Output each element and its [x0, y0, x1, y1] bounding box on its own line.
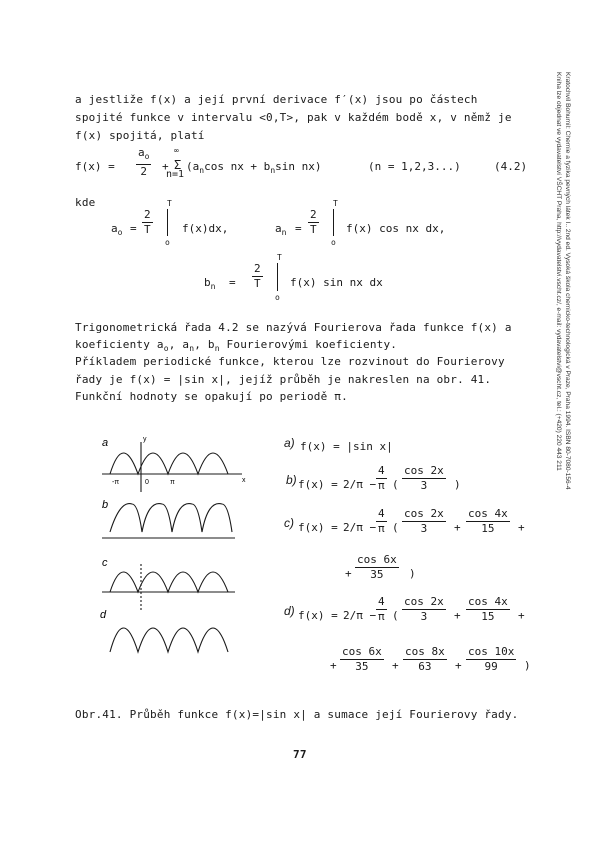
p2-an-subscript: n [189, 344, 195, 354]
an-label-subscript: n [281, 228, 287, 238]
sum-d-term2-num: cos 4x [468, 595, 508, 608]
sum-c-open: ( [392, 521, 399, 534]
sum-upper-limit: ∞ [174, 146, 179, 155]
an-label [275, 222, 286, 237]
plot-a-curve [110, 453, 228, 474]
p2-fourier-coef-text: Fourierovými koeficienty. [219, 338, 398, 351]
sum-c-plus3: + [345, 567, 352, 580]
sum-d-fx: f(x) = [298, 609, 338, 622]
n-range: (n = 1,2,3...) [368, 160, 461, 173]
sum-c-close: ) [409, 567, 416, 580]
plot-c-curve [110, 572, 228, 592]
sum-d-term1-num: cos 2x [404, 595, 444, 608]
page-number: 77 [293, 748, 307, 761]
sum-b-two-over-pi: 2/π − [343, 478, 377, 491]
equation-number: (4.2) [494, 160, 528, 173]
sum-b-term1-num: cos 2x [404, 464, 444, 477]
kde-word: kde [75, 196, 96, 209]
a0-letter: a [111, 222, 118, 235]
tick-minus-pi: -π [112, 479, 120, 486]
sum-d-term2-den: 15 [481, 610, 495, 623]
sum-d-pi: π [378, 610, 385, 623]
sum-d-four-over-pi [376, 595, 387, 624]
sum-d-term4-den: 63 [418, 660, 432, 673]
sum-c-pi: π [378, 522, 385, 535]
sum-lower-limit: n=1 [166, 169, 185, 180]
order-info-line: Kniha lze objednat ve vydavatelství VŠCHT Praha, http://vydavatelstvi.vscht.cz/, e-mail: vydavatelstvi@vscht.cz, tel.: (+420) 220 443 211 [555, 72, 562, 471]
sum-a-equation: f(x) = |sin x| [300, 440, 393, 453]
sum-b-term1 [402, 464, 446, 493]
sum-d-term2 [466, 595, 510, 624]
bn-label-subscript: n [210, 282, 216, 292]
plot-label-a: a [102, 437, 109, 449]
sum-c-four: 4 [378, 507, 385, 520]
p2-coef-text: koeficienty a [75, 338, 164, 351]
sum-c-plus1: + [454, 521, 461, 534]
an-letter: a [275, 222, 282, 235]
p2-a0-subscript: o [163, 344, 169, 354]
sum-d-term4 [403, 645, 447, 674]
tick-pi: π [170, 479, 175, 486]
a0-symbol: a [138, 146, 145, 159]
plot-b-curve [110, 504, 232, 532]
an-T: T [310, 223, 317, 236]
sum-b-fx: f(x) = [298, 478, 338, 491]
paragraph2-line2 [75, 338, 397, 353]
bn-equals: = [229, 276, 236, 289]
sum-c-two-over-pi: 2/π − [343, 521, 377, 534]
a0-integrand: f(x)dx, [182, 222, 229, 235]
sum-d-term3-num: cos 6x [342, 645, 382, 658]
sum-body-mid: cos nx + b [204, 160, 271, 173]
plot-label-b: b [102, 499, 109, 511]
sum-d-term3-den: 35 [355, 660, 369, 673]
sum-b-close: ) [454, 478, 461, 491]
an-equals: = [295, 222, 302, 235]
sum-c-term1-den: 3 [420, 522, 428, 535]
a0-label-subscript: o [117, 228, 123, 238]
a0-label [111, 222, 122, 237]
sum-d-term5-num: cos 10x [468, 645, 515, 658]
an-integral-sign [333, 209, 334, 236]
sum-d-four: 4 [378, 595, 385, 608]
sum-b-pi: π [378, 479, 385, 492]
a0-two: 2 [144, 208, 151, 221]
sum-c-term2-den: 15 [481, 522, 495, 535]
eq-plus: + [162, 160, 169, 173]
paragraph2-line3: Příkladem periodické funkce, kterou lze rozvinout do Fourierovy [75, 355, 505, 368]
bn-two-over-T [252, 262, 263, 291]
sum-c-four-over-pi [376, 507, 387, 536]
sum-c-term3-den: 35 [370, 568, 384, 581]
bn-subscript: n [270, 166, 276, 176]
a0-equals: = [130, 222, 137, 235]
side-citation [554, 72, 572, 632]
sum-c-term3-num: cos 6x [357, 553, 397, 566]
sum-d-term5-den: 99 [484, 660, 498, 673]
paragraph2-line5: Funkční hodnoty se opakují po periodě π. [75, 390, 348, 403]
a0-T: T [144, 223, 151, 236]
paragraph2-line1: Trigonometrická řada 4.2 se nazývá Fourierova řada funkce f(x) a [75, 321, 512, 334]
plot-a-y-label: y [143, 436, 147, 443]
sum-d-two-over-pi: 2/π − [343, 609, 377, 622]
sum-d-plus5: + [455, 659, 462, 672]
sum-b-open: ( [392, 478, 399, 491]
sum-d-term1 [402, 595, 446, 624]
sum-d-plus3: + [330, 659, 337, 672]
eq-lhs: f(x) = [75, 160, 115, 173]
sum-body [186, 160, 322, 175]
sum-b-label: b) [286, 473, 297, 487]
sum-c-plus2: + [518, 521, 525, 534]
paragraph1-line3: f(x) spojitá, platí [75, 129, 205, 142]
figure-caption: Obr.41. Průběh funkce f(x)=|sin x| a sumace její Fourierovy řady. [75, 708, 519, 721]
a0-int-lower: o [165, 238, 170, 247]
sum-body-end: sin nx) [275, 160, 322, 173]
bn-letter: b [204, 276, 211, 289]
tick-zero: 0 [145, 479, 149, 486]
figure-41-plots [90, 432, 270, 662]
sum-c-term2-num: cos 4x [468, 507, 508, 520]
sum-d-open: ( [392, 609, 399, 622]
sum-c-term3 [355, 553, 399, 582]
bn-int-lower: o [275, 293, 280, 302]
bn-integrand: f(x) sin nx dx [290, 276, 383, 289]
plot-d-curve [110, 628, 228, 652]
sum-d-plus2: + [518, 609, 525, 622]
sum-c-label: c) [284, 516, 294, 530]
sum-b-term1-den: 3 [420, 479, 428, 492]
paragraph2-line4: řady je f(x) = |sin x|, jejíž průběh je nakreslen na obr. 41. [75, 373, 492, 386]
plot-a-x-label: x [242, 477, 246, 484]
sum-d-label: d) [284, 604, 295, 618]
an-two: 2 [310, 208, 317, 221]
an-int-upper: T [333, 199, 338, 208]
an-subscript: n [199, 166, 205, 176]
a0-integral-sign [167, 209, 168, 236]
sum-d-plus4: + [392, 659, 399, 672]
a0-two-over-T [142, 208, 153, 237]
bn-integral-sign [277, 263, 278, 291]
paragraph1-line2: spojité funkce v intervalu <0,T>, pak v každém bodě x, v němž je [75, 111, 512, 124]
a0-subscript: o [144, 152, 150, 162]
sum-d-term3 [340, 645, 384, 674]
sum-c-term1 [402, 507, 446, 536]
paragraph1-line1: a jestliže f(x) a její první derivace f′(x) jsou po částech [75, 93, 478, 106]
p2-bn-subscript: n [214, 344, 220, 354]
an-integrand: f(x) cos nx dx, [346, 222, 446, 235]
sum-d-plus1: + [454, 609, 461, 622]
p2-bn-text: , b [194, 338, 215, 351]
sum-d-term4-num: cos 8x [405, 645, 445, 658]
sum-c-term1-num: cos 2x [404, 507, 444, 520]
plot-label-c: c [102, 557, 108, 569]
bn-int-upper: T [277, 253, 282, 262]
a0-denominator: 2 [140, 165, 148, 179]
bn-label [204, 276, 215, 291]
sum-d-term5 [466, 645, 516, 674]
sum-d-term1-den: 3 [420, 610, 428, 623]
sum-body-open: (a [186, 160, 200, 173]
citation-line: Kratochvíl Bohumil: Chemie a fyzika pevných látek I.. 2nd ed. Vysoká škola chemicko-technologická v Praze, Praha 1994. ISBN 80-7080-156-4 [564, 72, 571, 490]
sum-c-fx: f(x) = [298, 521, 338, 534]
a0-int-upper: T [167, 199, 172, 208]
an-two-over-T [308, 208, 319, 237]
plot-label-d: d [100, 609, 107, 621]
bn-two: 2 [254, 262, 261, 275]
bn-T: T [254, 277, 261, 290]
p2-an-text: , a [168, 338, 190, 351]
sum-a-label: a) [284, 436, 295, 450]
sum-b-four-over-pi [376, 464, 387, 493]
a0-half-fraction [136, 146, 151, 179]
sum-sign: Σ [174, 158, 182, 172]
sum-c-term2 [466, 507, 510, 536]
sum-b-four: 4 [378, 464, 385, 477]
an-int-lower: o [331, 238, 336, 247]
sum-d-close: ) [524, 659, 531, 672]
